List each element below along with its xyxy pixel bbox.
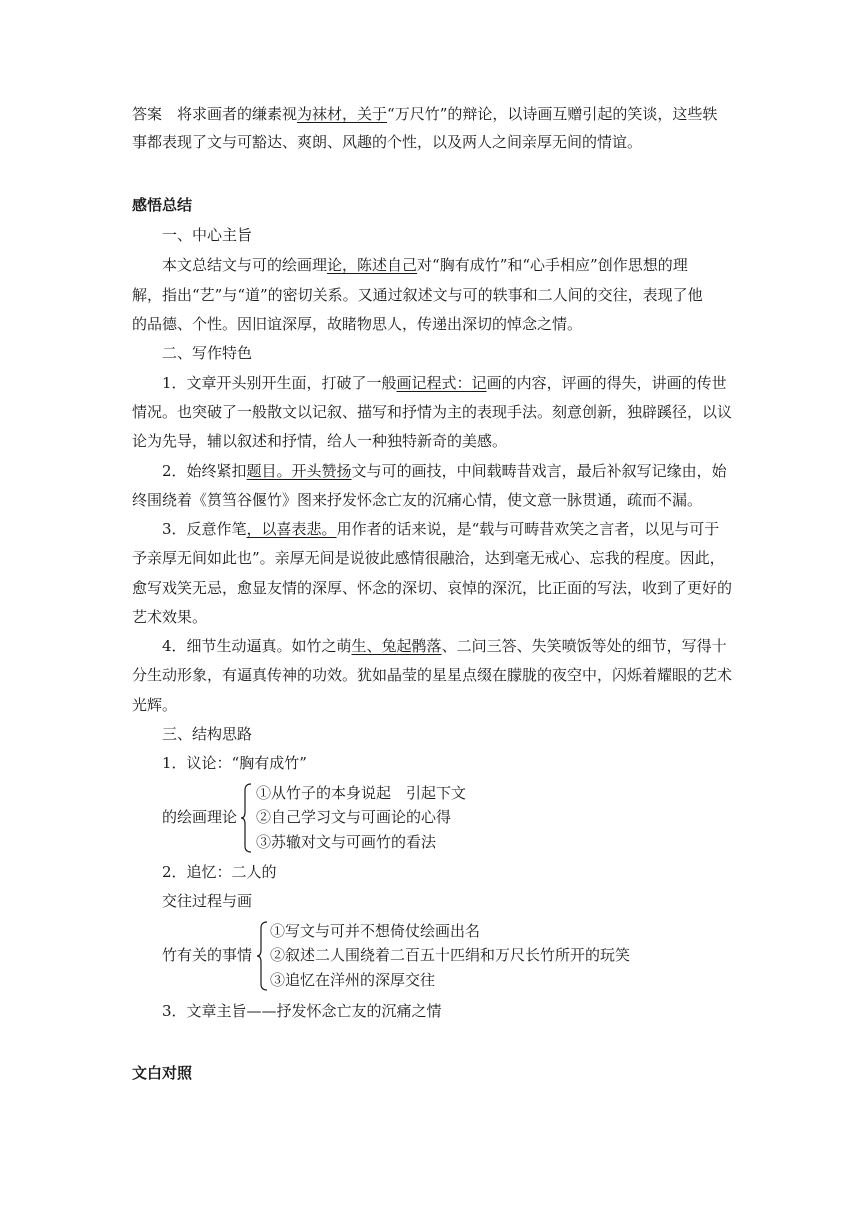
paragraph-text: 4．细节生动逼真。如竹之萌: [162, 637, 352, 655]
paragraph-text: 文与可的画技，中间载畴昔戏言，最后补叙写记缘由，始: [351, 462, 727, 480]
underlined-text: 论，陈述自己: [327, 256, 418, 274]
paragraph-line: 情况。也突破了一般散文以记叙、描写和抒情为主的表现手法。刻意创新，独辟蹊径，以议: [132, 403, 733, 421]
underlined-text: 画记程式：记: [396, 374, 487, 392]
paragraph-line: 的品德、个性。因旧谊深厚，故睹物思人，传递出深切的悼念之情。: [132, 315, 583, 333]
answer-text: 答案 将求画者的缣素视: [132, 105, 298, 123]
structure-subitem: ③追忆在洋州的深厚交往: [270, 971, 436, 989]
underlined-text: 生、兔起鹘落: [351, 637, 442, 655]
paragraph-text: 本文总结文与可的绘画理: [162, 256, 328, 274]
paragraph-line: 予亲厚无间如此也”。亲厚无间是说彼此感情很融洽，达到毫无戒心、忘我的程度。因此，: [132, 549, 725, 567]
structure-item: 2．追忆：二人的: [162, 863, 277, 881]
paragraph-line: [162, 372, 727, 394]
paragraph-line: [162, 635, 727, 657]
paragraph-text: 1．文章开头别开生面，打破了一般: [162, 374, 397, 392]
structure-label: 的绘画理论: [162, 808, 238, 826]
brace-icon: [240, 782, 250, 854]
structure-subitem: ①写文与可并不想倚仗绘画出名: [270, 922, 481, 940]
paragraph-line: 论为先导，辅以叙述和抒情，给人一种独特新奇的美感。: [132, 432, 508, 450]
underlined-text: 题目。开头赞扬: [246, 462, 352, 480]
brace-icon: [256, 920, 266, 992]
structure-subitem: ①从竹子的本身说起 引起下文: [256, 784, 467, 802]
paragraph-line: [162, 254, 688, 276]
paragraph-text: 、二问三答、失笑喷饭等处的细节，写得十: [441, 637, 727, 655]
underlined-text: ，以喜表悲。: [246, 520, 337, 538]
section-heading: 文白对照: [132, 1064, 193, 1082]
paragraph-line: [162, 518, 719, 540]
paragraph-text: 画的内容，评画的得失，讲画的传世: [486, 374, 727, 392]
paragraph-line: 愈写戏笑无忌，愈显友情的深厚、怀念的深切、哀悼的深沉，比正面的写法，收到了更好的: [132, 579, 733, 597]
answer-line-2: 事都表现了文与可豁达、爽朗、风趣的个性，以及两人之间亲厚无间的情谊。: [132, 133, 643, 151]
section-heading: 感悟总结: [132, 196, 193, 214]
subsection-title: 二、写作特色: [162, 344, 253, 362]
structure-item: 3．文章主旨——抒发怀念亡友的沉痛之情: [162, 1002, 442, 1020]
answer-line-1: [132, 103, 717, 125]
underlined-text: 为袜材，关于: [297, 105, 388, 123]
paragraph-text: 用作者的话来说，是“载与可畴昔欢笑之言者，以见与可于: [336, 520, 720, 538]
structure-subitem: ③苏辙对文与可画竹的看法: [256, 833, 437, 851]
paragraph-line: 解，指出“艺”与“道”的密切关系。又通过叙述文与可的轶事和二人间的交往，表现了他: [132, 286, 703, 304]
paragraph-line: 终围绕着《筼筜谷偃竹》图来抒发怀念亡友的沉痛心情，使文意一脉贯通，疏而不漏。: [132, 491, 703, 509]
paragraph-line: [162, 460, 727, 482]
paragraph-text: 2．始终紧扣: [162, 462, 247, 480]
structure-label: 竹有关的事情: [162, 946, 253, 964]
structure-subitem: ②叙述二人围绕着二百五十匹绢和万尺长竹所开的玩笑: [270, 946, 631, 964]
subsection-title: 一、中心主旨: [162, 226, 253, 244]
subsection-title: 三、结构思路: [162, 725, 253, 743]
structure-subitem: ②自己学习文与可画论的心得: [256, 808, 452, 826]
paragraph-line: 艺术效果。: [132, 608, 208, 626]
paragraph-line: 光辉。: [132, 696, 178, 714]
structure-item: 交往过程与画: [162, 892, 253, 910]
answer-text: “万尺竹”的辩论，以诗画互赠引起的笑谈，这些轶: [387, 105, 718, 123]
structure-item: 1．议论：“胸有成竹”: [162, 754, 307, 772]
paragraph-line: 分生动形象，有逼真传神的功效。犹如晶莹的星星点缀在朦胧的夜空中，闪烁着耀眼的艺术: [132, 666, 733, 684]
paragraph-text: 3．反意作笔: [162, 520, 247, 538]
paragraph-text: 对“胸有成竹”和“心手相应”创作思想的理: [417, 256, 688, 274]
